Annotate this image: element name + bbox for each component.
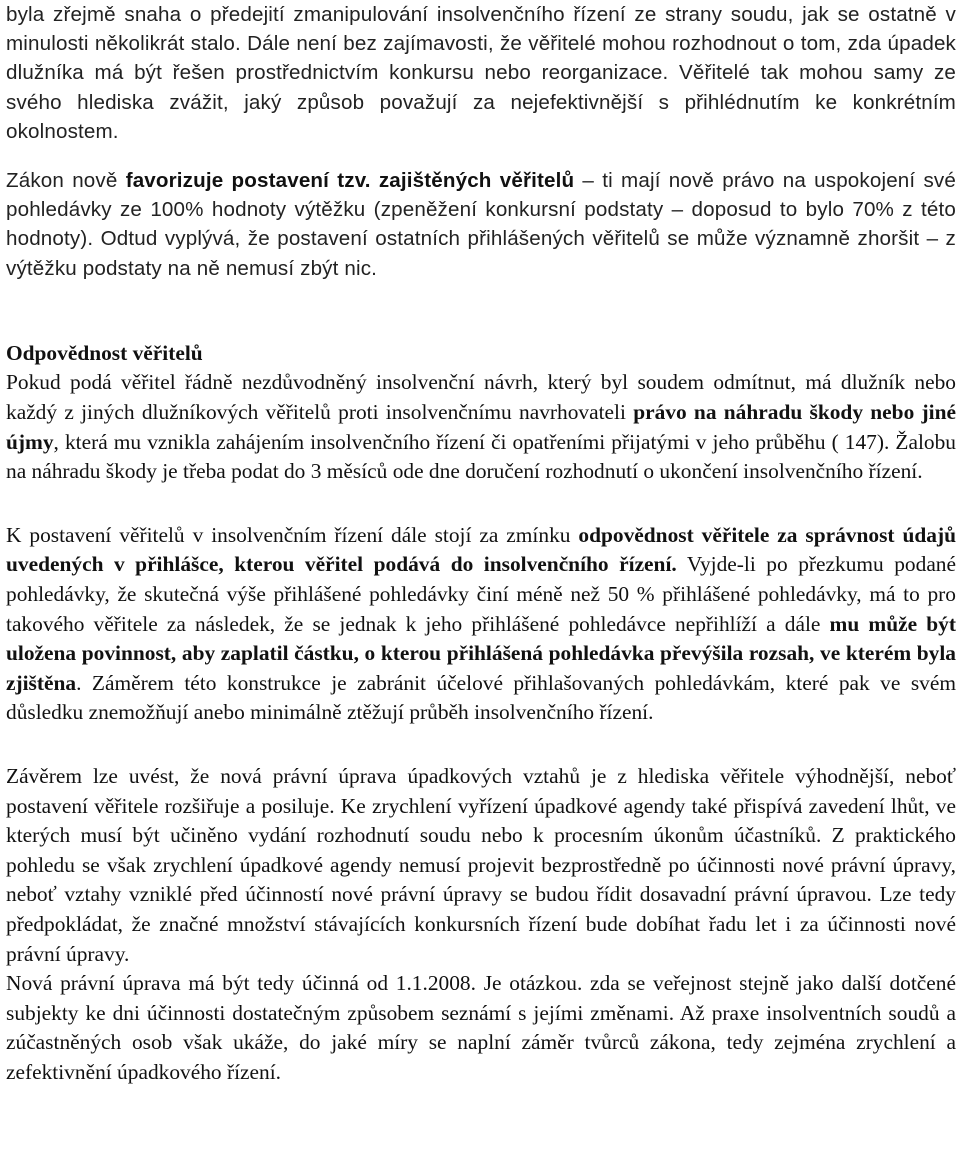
paragraph-text: , která mu vznikla zahájením insolvenčního řízení či opatřeními přijatými v jeho průběhu ( 147). Žalobu na náhradu škody je třeba podat do 3 měsíců ode dne doručení rozhodnutí o ukončení insolvenčního řízení. <box>6 429 956 484</box>
spacer <box>6 487 956 521</box>
paragraph-text: – ti mají nově právo na uspokojení své pohledávky ze 100% hodnoty výtěžku (zpeněžení konkursní podstaty – doposud to bylo 70% z této hodnoty). Odtud vyplývá, že postavení ostatních přihlášených věřitelů se může významně zhoršit – z výtěžku podstaty na ně nemusí zbýt nic. <box>6 169 956 280</box>
emphasis-text: právo na náhradu škody nebo jiné újmy <box>6 400 956 454</box>
paragraph-creditor-liability <box>6 368 956 486</box>
paragraph-secured-creditors <box>6 166 956 283</box>
paragraph-text: K postavení věřitelů v insolvenčním řízení dále stojí za zmínku <box>6 522 579 547</box>
paragraph-text: Pokud podá věřitel řádně nezdůvodněný insolvenční návrh, který byl soudem odmítnut, má dlužník nebo každý z jiných dlužníkových věřitelů proti insolvenčnímu navrhovateli <box>6 370 956 425</box>
paragraph-text: byla zřejmě snaha o předejití zmanipulování insolvenčního řízení ze strany soudu, jak se ostatně v minulosti několikrát stalo. Dále není bez zajímavosti, že věřitelé mohou rozhodnout o tom, zda úpadek dlužníka má být řešen prostřednictvím konkursu nebo reorganizace. Věřitelé tak mohou samy ze svého hlediska zvážit, jaký způsob považují za nejefektivnější s přihlédnutím ke konkrétním okolnostem. <box>6 3 956 143</box>
paragraph-conclusion <box>6 762 956 969</box>
paragraph-text: Závěrem lze uvést, že nová právní úprava úpadkových vztahů je z hlediska věřitele výhodnější, neboť postavení věřitele rozšiřuje a posiluje. Ke zrychlení vyřízení úpadkové agendy také přispívá zavedení lhůt, ve kterých musí být učiněno vydání rozhodnutí soudu nebo k procesním úkonům účastníků. Z praktického pohledu se však zrychlení úpadkové agendy nemusí projevit bezprostředně po účinnosti nové právní úpravy, neboť vztahy vzniklé před účinností nové právní úpravy se budou řídit dosavadní právní úpravou. Lze tedy předpokládat, že značné množství stávajících konkursních řízení bude dobíhat řadu let i za účinnosti nové právní úpravy. <box>6 763 956 966</box>
paragraph-voting-rights <box>6 0 956 146</box>
document-page <box>6 0 956 1087</box>
spacer <box>6 146 956 166</box>
paragraph-effective-date <box>6 969 956 1087</box>
emphasis-text: odpovědnost věřitele za správnost údajů uvedených v přihlášce, kterou věřitel podává do insolvenčního řízení. <box>6 522 956 577</box>
section-heading: Odpovědnost věřitelů <box>6 340 203 365</box>
emphasis-text: mu může být uložena povinnost, aby zaplatil částku, o kterou přihlášená pohledávka převýšila rozsah, ve kterém byla zjištěna <box>6 611 956 695</box>
paragraph-text: Nová právní úprava má být tedy účinná od 1.1.2008. Je otázkou. zda se veřejnost stejně jako další dotčené subjekty ke dni účinnosti dostatečným způsobem seznámí s jejími změnami. Až praxe insolventních soudů a zúčastněných osob však ukáže, do jaké míry se naplní záměr tvůrců zákona, tedy zejména zrychlení a zefektivnění úpadkového řízení. <box>6 971 956 1084</box>
emphasis-text: favorizuje postavení tzv. zajištěných věřitelů <box>125 169 575 193</box>
spacer <box>6 283 956 339</box>
paragraph-text: . Záměrem této konstrukce je zabránit účelové přihlašovaných pohledávkám, které pak ve svém důsledku znemožňují anebo minimálně ztěžují průběh insolvenčního řízení. <box>6 670 956 725</box>
paragraph-text: Zákon nově <box>6 169 126 193</box>
spacer <box>6 728 956 762</box>
paragraph-text: Vyjde-li po přezkumu podané pohledávky, že skutečná výše přihlášené pohledávky činí méně než 50 % přihlášené pohledávky, má to pro takového věřitele za následek, že se jednak k jeho přihlášené pohledávce nepřihlíží a dále <box>6 552 956 636</box>
paragraph-claim-accuracy <box>6 521 956 728</box>
